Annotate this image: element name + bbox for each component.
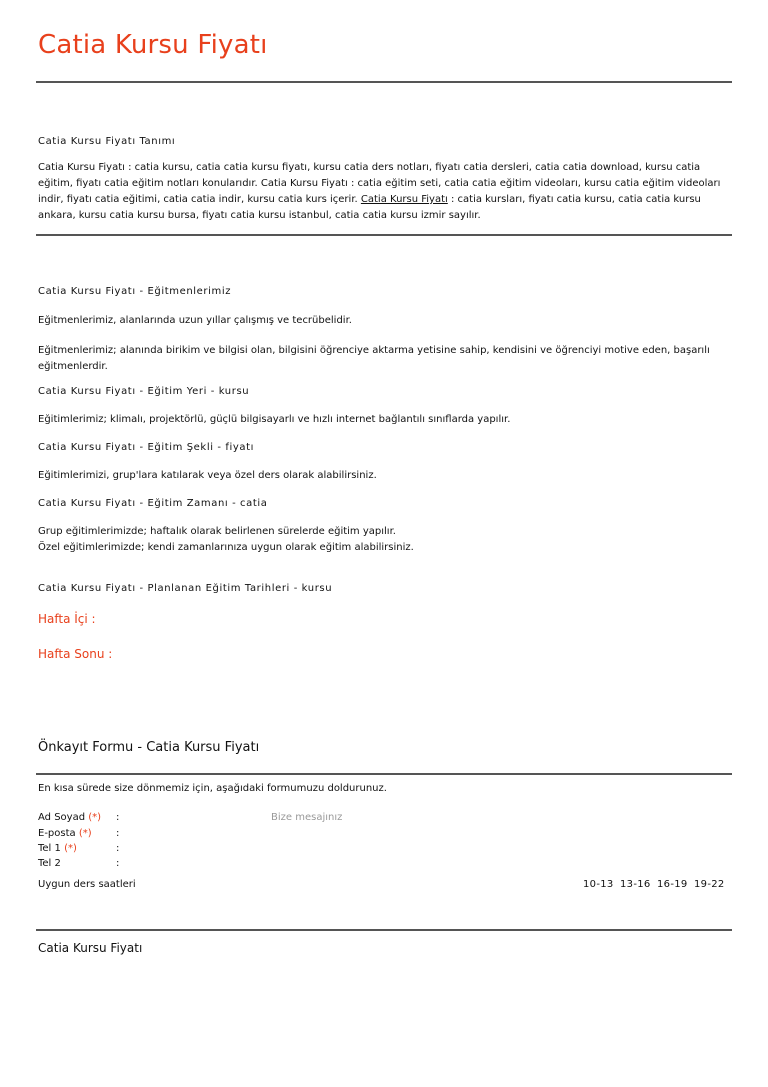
form-title: Önkayıt Formu - Catia Kursu Fiyatı — [38, 740, 260, 755]
form-intro: En kısa sürede size dönmemiz için, aşağıdaki formumuzu doldurunuz. — [38, 783, 387, 794]
name-field-label: Ad Soyad (*) — [38, 812, 102, 823]
definition-text-part1: Catia Kursu Fiyatı : catia kursu, catia catia kursu fiyatı, kursu catia ders notları, fiyatı catia dersleri, catia catia download, kursu catia eğitim, fiyatı catia eğitim notları konularıdır. Catia Kursu Fiyatı : catia eğitim seti, catia catia eğitim videoları, kursu catia eğitim videoları indir, fiyatı catia eğitimi, catia catia indir, kursu catia kurs içerir. — [38, 162, 721, 205]
format-heading: Catia Kursu Fiyatı - Eğitim Şekli - fiyatı — [38, 442, 254, 453]
definition-text-part2: : catia kursları, fiyatı catia kursu, catia catia kursu ankara, kursu catia kursu bursa, fiyatı catia kursu istanbul, catia catia kursu izmir sayılır. — [38, 194, 701, 221]
time-slot-option[interactable]: 13-16 — [620, 879, 651, 890]
form-divider — [36, 773, 732, 775]
tel1-field-label: Tel 1 (*) — [38, 843, 77, 854]
weekday-label: Hafta İçi : — [38, 612, 96, 626]
tel1-field-colon: : — [116, 843, 120, 854]
definition-heading: Catia Kursu Fiyatı Tanımı — [38, 136, 176, 147]
definition-paragraph — [38, 160, 726, 224]
instructors-paragraph-2: Eğitmenlerimiz; alanında birikim ve bilgisi olan, bilgisini öğrenciye aktarma yetisine sahip, kendisini ve öğrenciyi motive eden, başarılı eğitmenlerdir. — [38, 345, 710, 372]
tel2-field-colon: : — [116, 858, 120, 869]
schedule-heading: Catia Kursu Fiyatı - Planlanan Eğitim Tarihleri - kursu — [38, 583, 333, 594]
name-field-colon: : — [116, 812, 120, 823]
required-mark: (*) — [78, 828, 92, 839]
definition-divider — [36, 234, 732, 236]
email-field-colon: : — [116, 828, 120, 839]
time-slot-option[interactable]: 19-22 — [694, 879, 725, 890]
time-slot-option[interactable]: 16-19 — [657, 879, 688, 890]
hours-label: Uygun ders saatleri — [38, 879, 136, 890]
footer-title: Catia Kursu Fiyatı — [38, 941, 143, 955]
tel2-field-label: Tel 2 — [38, 858, 61, 869]
instructors-heading: Catia Kursu Fiyatı - Eğitmenlerimiz — [38, 286, 232, 297]
page-title: Catia Kursu Fiyatı — [38, 30, 268, 60]
title-divider — [36, 81, 732, 83]
location-paragraph: Eğitimlerimiz; klimalı, projektörlü, güçlü bilgisayarlı ve hızlı internet bağlantılı sınıflarda yapılır. — [38, 414, 511, 425]
format-paragraph: Eğitimlerimizi, grup'lara katılarak veya özel ders olarak alabilirsiniz. — [38, 470, 377, 481]
definition-link[interactable]: Catia Kursu Fiyatı — [360, 194, 448, 205]
timing-line-2: Özel eğitimlerimizde; kendi zamanlarınıza uygun olarak eğitim alabilirsiniz. — [38, 542, 414, 553]
timing-heading: Catia Kursu Fiyatı - Eğitim Zamanı - catia — [38, 498, 268, 509]
footer-divider — [36, 929, 732, 931]
message-field[interactable]: Bize mesajınız — [271, 812, 343, 823]
required-mark: (*) — [64, 843, 77, 854]
required-mark: (*) — [88, 812, 102, 823]
timing-line-1: Grup eğitimlerimizde; haftalık olarak belirlenen sürelerde eğitim yapılır. — [38, 526, 396, 537]
weekend-label: Hafta Sonu : — [38, 647, 113, 661]
location-heading: Catia Kursu Fiyatı - Eğitim Yeri - kursu — [38, 386, 250, 397]
time-slot-option[interactable]: 10-13 — [583, 879, 614, 890]
instructors-paragraph-1: Eğitmenlerimiz, alanlarında uzun yıllar çalışmış ve tecrübelidir. — [38, 315, 352, 326]
email-field-label: E-posta (*) — [38, 828, 92, 839]
